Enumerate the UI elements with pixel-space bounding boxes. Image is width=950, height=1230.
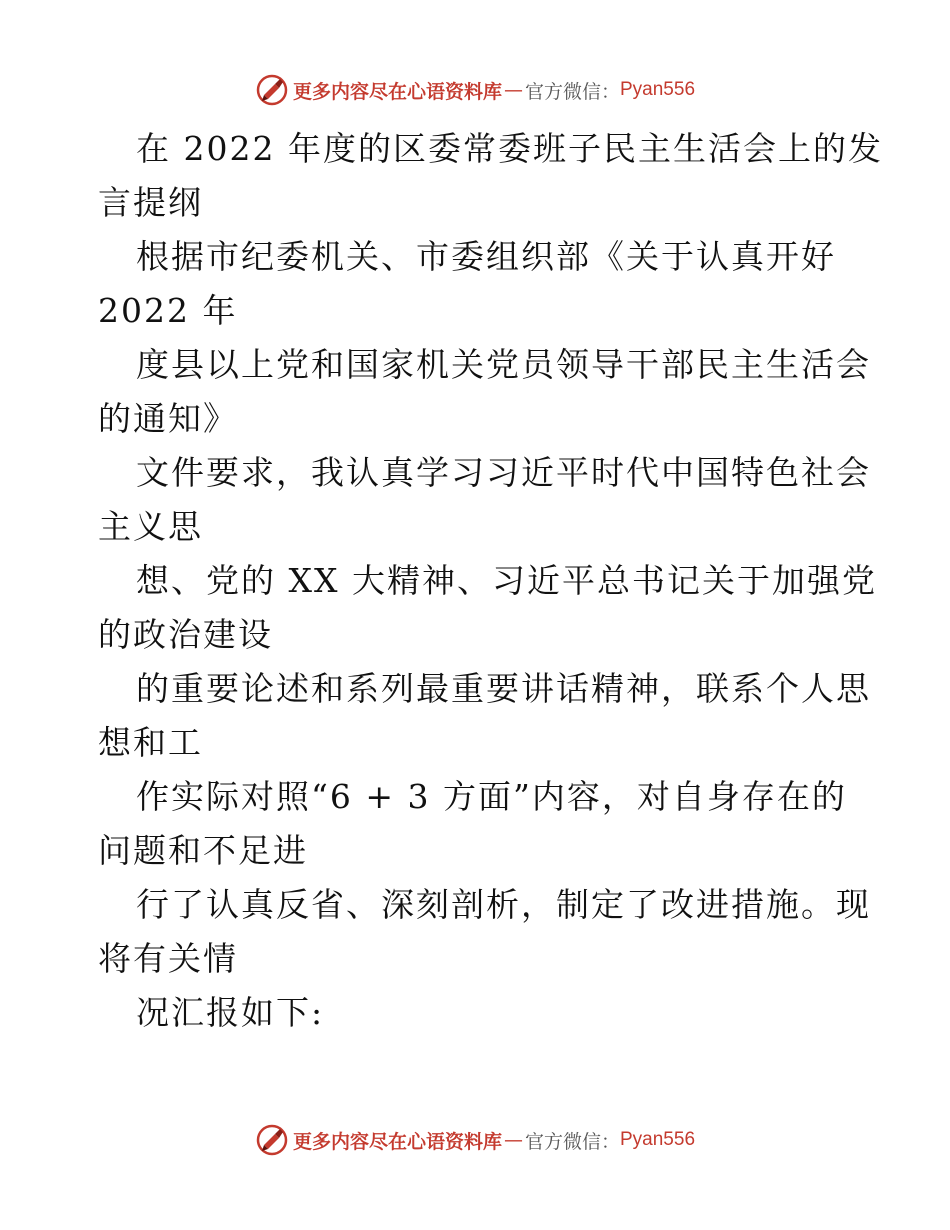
- paragraph-line: 主义思: [98, 507, 203, 546]
- watermark-side-label: 官方微信：: [524, 1130, 620, 1153]
- paragraph-line: 的政治建设: [98, 615, 273, 654]
- seal-pen-logo-icon: [255, 1123, 289, 1157]
- paragraph-line: 想和工: [98, 723, 203, 762]
- seal-pen-logo-icon: [255, 73, 289, 107]
- watermark-banner-bottom: [0, 1120, 950, 1160]
- watermark-wechat-id: Pyan556: [620, 1129, 696, 1150]
- paragraph-line: 度县以上党和国家机关党员领导干部民主生活会: [136, 345, 871, 384]
- watermark-banner-top: [0, 70, 950, 110]
- paragraph-line: 想、党的 XX 大精神、习近平总书记关于加强党: [136, 561, 877, 600]
- watermark-dash: —: [503, 1129, 523, 1151]
- watermark-wechat-id: Pyan556: [620, 79, 696, 100]
- paragraph-line: 2022 年: [98, 291, 238, 330]
- paragraph-line: 问题和不足进: [98, 831, 308, 870]
- watermark-main-text: 更多内容尽在心语资料库: [292, 1130, 502, 1153]
- paragraph-line: 将有关情: [98, 939, 238, 978]
- paragraph-line: 行了认真反省、深刻剖析，制定了改进措施。现: [136, 885, 871, 924]
- paragraph-line: 的通知》: [98, 399, 238, 438]
- document-body: [98, 122, 883, 1040]
- document-title-line-2: 言提纲: [98, 183, 203, 222]
- watermark-side-label: 官方微信：: [524, 80, 620, 103]
- paragraph-line: 作实际对照“6 + 3 方面”内容，对自身存在的: [136, 777, 847, 816]
- paragraph-line: 根据市纪委机关、市委组织部《关于认真开好: [136, 237, 836, 276]
- paragraph-line: 的重要论述和系列最重要讲话精神，联系个人思: [136, 669, 871, 708]
- document-title-line-1: 在 2022 年度的区委常委班子民主生活会上的发: [136, 129, 883, 168]
- watermark-dash: —: [503, 79, 523, 101]
- paragraph-line: 文件要求，我认真学习习近平时代中国特色社会: [136, 453, 871, 492]
- watermark-main-text: 更多内容尽在心语资料库: [292, 80, 502, 103]
- paragraph-line: 况汇报如下:: [136, 993, 325, 1032]
